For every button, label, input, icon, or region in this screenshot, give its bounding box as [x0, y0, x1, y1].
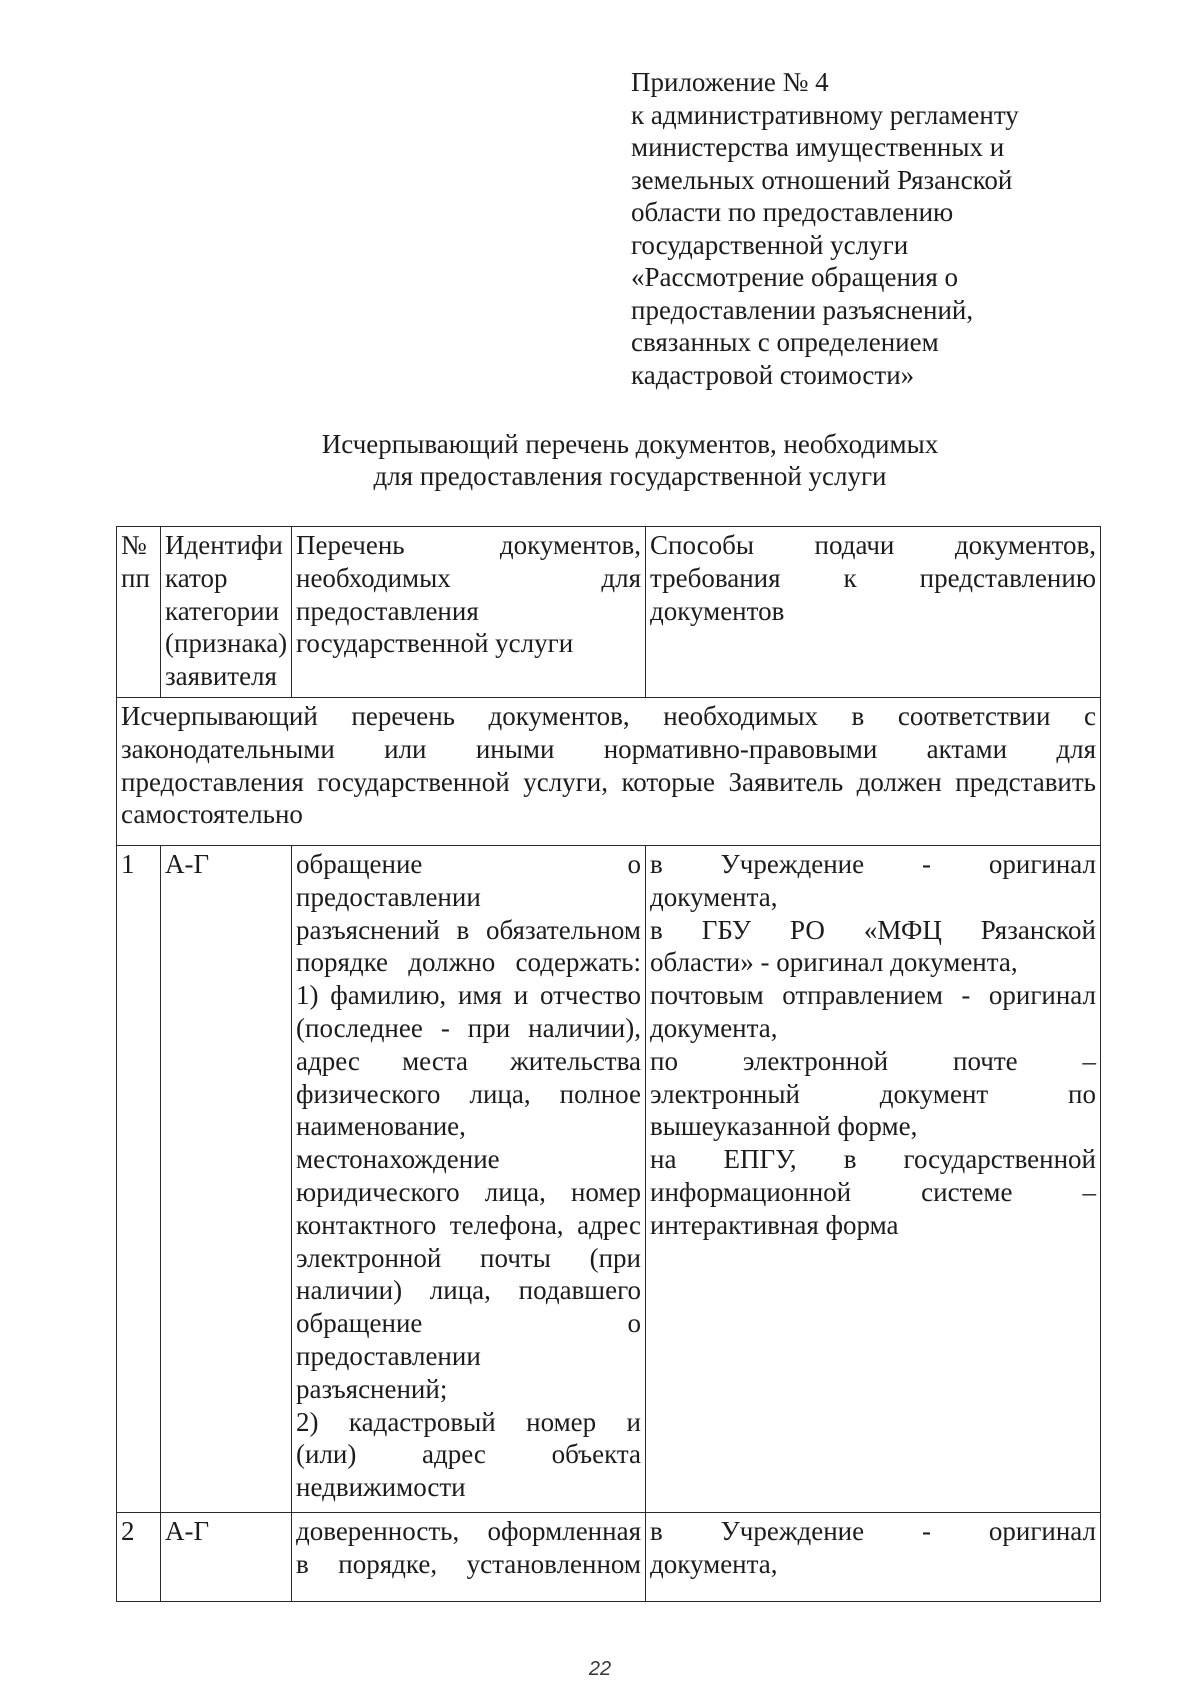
document-title — [200, 428, 1060, 492]
section-row — [117, 697, 1101, 845]
row-methods: в Учреждение - оригинал документа, в ГБУ РО «МФЦ Рязанской области» - оригинал документа, почтовым отправлением - оригинал документа, по электронной почте – электронный документ по вышеуказанной форме, на ЕПГУ, в государственной информационной системе – интерактивная форма — [646, 845, 1101, 1512]
header-num: № пп — [117, 527, 161, 698]
header-identifier: Идентифи катор категории (признака) заявителя — [161, 527, 292, 698]
appendix-header — [631, 66, 1071, 391]
row-num: 2 — [117, 1512, 161, 1601]
row-identifier: А-Г — [161, 1512, 292, 1601]
row-identifier: А-Г — [161, 845, 292, 1512]
appendix-line: «Рассмотрение обращения о — [631, 262, 959, 292]
row-num: 1 — [117, 845, 161, 1512]
header-documents: Перечень документов, необходимых для предоставления государственной услуги — [292, 527, 646, 698]
appendix-line: предоставлении разъяснений, — [631, 294, 974, 325]
appendix-line: государственной услуги — [631, 229, 909, 260]
page-number: 22 — [588, 1658, 612, 1680]
row-methods: в Учреждение - оригинал документа, — [646, 1512, 1101, 1601]
row-documents: доверенность, оформленная в порядке, установленном — [292, 1512, 646, 1601]
appendix-line: кадастровой стоимости» — [631, 359, 915, 390]
document-title-line: Исчерпывающий перечень документов, необходимых — [321, 429, 939, 459]
appendix-line: связанных с определением — [631, 327, 939, 357]
appendix-line: области по предоставлению — [631, 197, 954, 227]
table-header-row — [117, 527, 1101, 698]
table-row — [117, 845, 1101, 1512]
appendix-line: министерства имущественных и — [631, 132, 1005, 162]
appendix-line: Приложение № 4 — [631, 67, 829, 97]
table-row — [117, 1512, 1101, 1601]
appendix-line: земельных отношений Рязанской — [631, 164, 1013, 195]
documents-table — [116, 526, 1101, 1602]
row-documents: обращение о предоставлении разъяснений в обязательном порядке должно содержать: 1) фамилию, имя и отчество (последнее - при наличии), адрес места жительства физического лица, полное наименование, местонахождение юридического лица, номер контактного телефона, адрес электронной почты (при наличии) лица, подавшего обращение о предоставлении разъяснений; 2) кадастровый номер и (или) адрес объекта недвижимости — [292, 845, 646, 1512]
document-title-line: для предоставления государственной услуги — [373, 461, 887, 491]
appendix-line: к административному регламенту — [631, 99, 1019, 130]
section-heading: Исчерпывающий перечень документов, необходимых в соответствии с законодательными или иными нормативно-правовыми актами для предоставления государственной услуги, которые Заявитель должен представить самостоятельно — [117, 697, 1101, 845]
header-methods: Способы подачи документов, требования к представлению документов — [646, 527, 1101, 698]
